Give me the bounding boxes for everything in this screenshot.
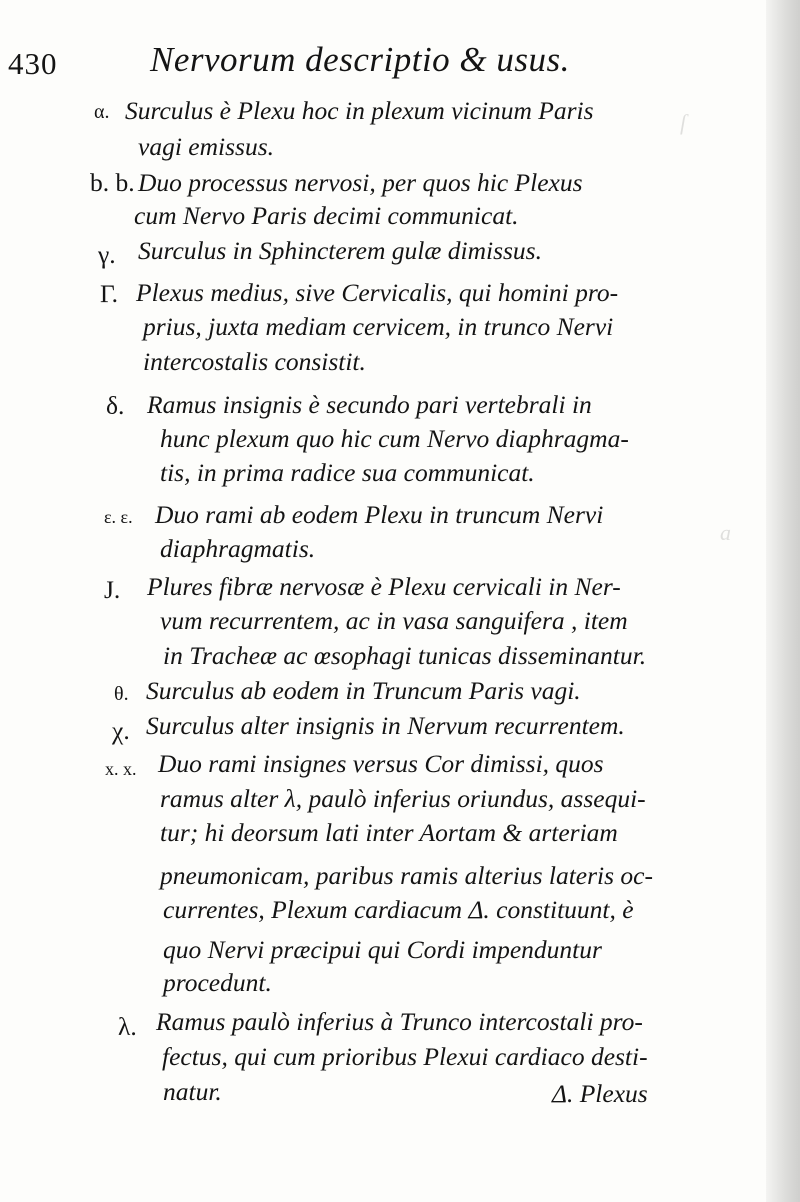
entry-line: ramus alter λ, paulò inferius oriundus, assequi- — [160, 784, 646, 813]
entry-line: Duo rami ab eodem Plexu in truncum Nervi — [155, 500, 604, 529]
entry-line: Surculus in Sphincterem gulæ dimissus. — [138, 236, 542, 265]
entry-line: pneumonicam, paribus ramis alterius lateris oc- — [160, 861, 653, 890]
entry-line: Plures fibræ nervosæ è Plexu cervicali in Ner- — [147, 572, 621, 601]
entry-key: ε. ε. — [104, 507, 133, 527]
entry-key: α. — [94, 101, 110, 123]
entry-line: Ramus insignis è secundo pari vertebrali in — [147, 390, 592, 419]
entry-line: vum recurrentem, ac in vasa sanguifera , item — [160, 606, 628, 635]
running-head: Nervorum descriptio & usus. — [150, 40, 570, 79]
page-edge-shadow — [766, 0, 800, 1202]
entry-line: procedunt. — [163, 968, 272, 997]
entry-line: Surculus ab eodem in Truncum Paris vagi. — [146, 676, 581, 705]
entry-key: θ. — [114, 683, 129, 705]
entry-line: natur. — [163, 1077, 222, 1106]
entry-line: vagi emissus. — [138, 132, 274, 161]
entry-line: intercostalis consistit. — [143, 347, 366, 376]
entry-line: in Tracheæ ac œsophagi tunicas disseminantur. — [163, 641, 647, 670]
entry-line: Surculus alter insignis in Nervum recurrentem. — [146, 711, 625, 740]
entry-line: Plexus medius, sive Cervicalis, qui homini pro- — [136, 278, 619, 307]
entry-line: Surculus è Plexu hoc in plexum vicinum Paris — [125, 96, 594, 125]
entry-line: Ramus paulò inferius à Trunco intercostali pro- — [156, 1007, 643, 1036]
entry-key: x. x. — [105, 759, 137, 779]
entry-key: χ. — [112, 716, 130, 745]
entry-line: quo Nervi præcipui qui Cordi impenduntur — [163, 935, 602, 964]
entry-line: currentes, Plexum cardiacum Δ. constituunt, è — [163, 895, 634, 924]
entry-line: diaphragmatis. — [160, 534, 316, 563]
entry-key: λ. — [118, 1012, 137, 1041]
bleed-through-mark: ſ — [680, 110, 687, 135]
entry-line: tur; hi deorsum lati inter Aortam & arteriam — [160, 818, 618, 847]
entry-key: Γ. — [100, 279, 119, 308]
entry-key: J. — [104, 575, 121, 604]
entry-line: hunc plexum quo hic cum Nervo diaphragma- — [160, 424, 629, 453]
entry-line: Duo rami insignes versus Cor dimissi, quos — [158, 749, 604, 778]
page-number: 430 — [8, 46, 58, 81]
entry-key: γ. — [98, 240, 116, 269]
entry-line: fectus, qui cum prioribus Plexui cardiaco desti- — [162, 1042, 648, 1071]
entry-line: cum Nervo Paris decimi communicat. — [134, 201, 519, 230]
entry-line: Duo processus nervosi, per quos hic Plexus — [138, 168, 583, 197]
entry-line: tis, in prima radice sua communicat. — [160, 458, 535, 487]
entry-key: b. b. — [90, 168, 135, 197]
bleed-through-mark: a — [720, 520, 731, 545]
catchword: Δ. Plexus — [552, 1079, 648, 1108]
entry-key: δ. — [106, 391, 125, 420]
entry-line: prius, juxta mediam cervicem, in trunco Nervi — [143, 312, 614, 341]
